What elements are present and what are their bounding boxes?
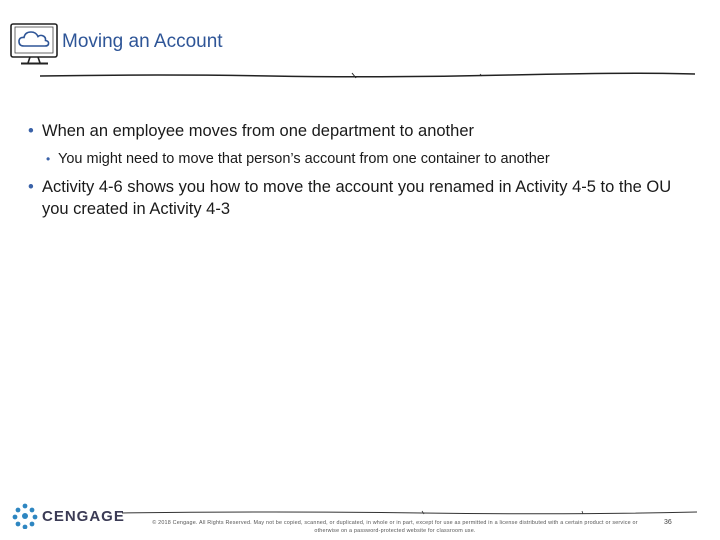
cengage-logo: [12, 503, 125, 529]
cengage-logo-icon: [12, 503, 38, 529]
bullet-item: [28, 176, 698, 220]
footer-divider: [122, 510, 697, 518]
page-number: 36: [664, 519, 672, 526]
copyright-notice: © 2018 Cengage. All Rights Reserved. May not be copied, scanned, or duplicated, in whole or in part, except for use as permitted in a license distributed with a certain product or service or otherwise on a password-protected website for classroom use.: [152, 520, 638, 534]
cloud-monitor-icon: [8, 18, 62, 68]
title-divider: [40, 70, 695, 80]
sub-bullet-item: [28, 149, 698, 169]
bullet-item: [28, 120, 698, 142]
bullet-text: When an employee moves from one department to another: [42, 122, 474, 140]
sub-bullet-text: You might need to move that person’s account from one container to another: [58, 151, 550, 167]
bullet-marker: •: [46, 152, 51, 166]
bullet-text: Activity 4-6 shows you how to move the account you renamed in Activity 4-5 to the OU you created in Activity 4-3: [42, 178, 672, 218]
bullet-list: [28, 120, 698, 227]
bullet-marker: •: [28, 178, 34, 196]
brand-name: CENGAGE: [42, 508, 125, 525]
slide-title: Moving an Account: [62, 31, 223, 52]
bullet-marker: •: [28, 122, 34, 140]
